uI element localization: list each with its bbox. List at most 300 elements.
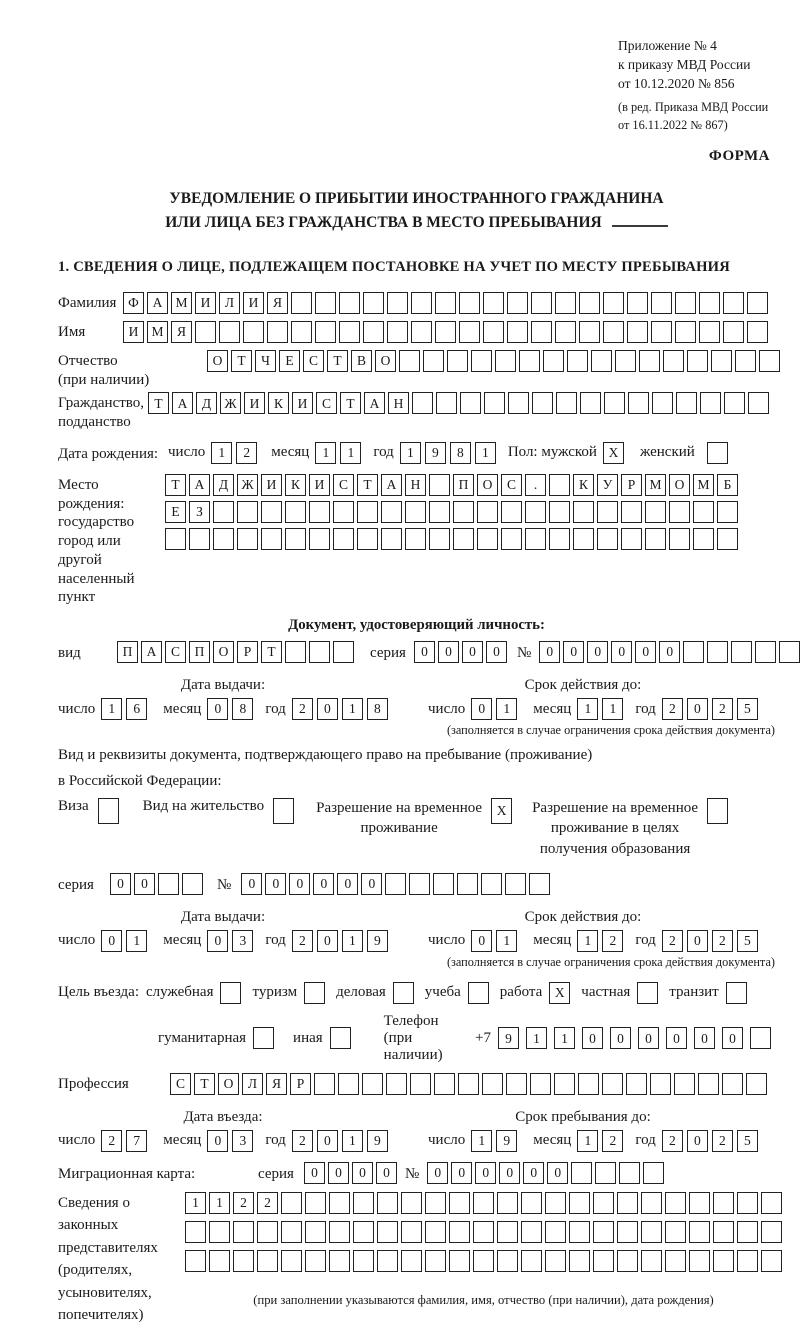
char-cell[interactable] [573, 528, 594, 550]
char-cell[interactable] [329, 1192, 350, 1214]
char-cell[interactable] [569, 1221, 590, 1243]
char-cell[interactable] [735, 350, 756, 372]
char-cell[interactable] [501, 501, 522, 523]
char-cell[interactable] [495, 350, 516, 372]
char-cell[interactable] [482, 1073, 503, 1095]
char-cell[interactable] [285, 641, 306, 663]
char-cell[interactable] [779, 641, 800, 663]
char-cell[interactable]: Б [717, 474, 738, 496]
char-cell[interactable] [497, 1192, 518, 1214]
char-cell[interactable] [545, 1192, 566, 1214]
char-cell[interactable]: 0 [687, 1130, 708, 1152]
char-cell[interactable]: 9 [425, 442, 446, 464]
char-cell[interactable] [483, 292, 504, 314]
char-cell[interactable] [639, 350, 660, 372]
char-cell[interactable] [353, 1250, 374, 1272]
char-cell[interactable]: 0 [722, 1027, 743, 1049]
char-cell[interactable]: И [195, 292, 216, 314]
char-cell[interactable]: 0 [666, 1027, 687, 1049]
char-cell[interactable]: 0 [207, 698, 228, 720]
char-cell[interactable]: 0 [539, 641, 560, 663]
char-cell[interactable] [597, 528, 618, 550]
char-cell[interactable]: 5 [737, 1130, 758, 1152]
char-cell[interactable]: 0 [313, 873, 334, 895]
char-cell[interactable] [357, 501, 378, 523]
char-cell[interactable] [645, 501, 666, 523]
char-cell[interactable]: 8 [232, 698, 253, 720]
char-cell[interactable] [626, 1073, 647, 1095]
char-cell[interactable] [737, 1221, 758, 1243]
char-cell[interactable] [580, 392, 601, 414]
char-cell[interactable] [711, 350, 732, 372]
char-cell[interactable] [571, 1162, 592, 1184]
char-cell[interactable] [591, 350, 612, 372]
char-cell[interactable] [409, 873, 430, 895]
char-cell[interactable] [429, 528, 450, 550]
char-cell[interactable]: 0 [337, 873, 358, 895]
char-cell[interactable]: 1 [315, 442, 336, 464]
char-cell[interactable] [459, 292, 480, 314]
char-cell[interactable]: 9 [498, 1027, 519, 1049]
char-cell[interactable] [257, 1250, 278, 1272]
char-cell[interactable]: 8 [367, 698, 388, 720]
char-cell[interactable]: 1 [471, 1130, 492, 1152]
char-cell[interactable] [573, 501, 594, 523]
char-cell[interactable] [645, 528, 666, 550]
char-cell[interactable] [519, 350, 540, 372]
char-cell[interactable] [434, 1073, 455, 1095]
char-cell[interactable] [723, 321, 744, 343]
char-cell[interactable]: 3 [232, 1130, 253, 1152]
char-cell[interactable]: 2 [662, 698, 683, 720]
char-cell[interactable] [713, 1250, 734, 1272]
char-cell[interactable]: С [165, 641, 186, 663]
char-cell[interactable]: 1 [602, 698, 623, 720]
char-cell[interactable] [713, 1192, 734, 1214]
char-cell[interactable]: 0 [110, 873, 131, 895]
char-cell[interactable]: А [381, 474, 402, 496]
char-cell[interactable] [473, 1250, 494, 1272]
char-cell[interactable]: 0 [451, 1162, 472, 1184]
char-cell[interactable]: Ч [255, 350, 276, 372]
char-cell[interactable] [525, 528, 546, 550]
char-cell[interactable]: 5 [737, 698, 758, 720]
sex-female-checkbox[interactable] [707, 442, 728, 464]
temp-residence-education-checkbox[interactable] [707, 798, 728, 824]
char-cell[interactable] [459, 321, 480, 343]
char-cell[interactable] [603, 321, 624, 343]
char-cell[interactable]: 0 [587, 641, 608, 663]
char-cell[interactable]: 0 [687, 930, 708, 952]
char-cell[interactable]: Т [165, 474, 186, 496]
char-cell[interactable] [158, 873, 179, 895]
char-cell[interactable]: П [117, 641, 138, 663]
char-cell[interactable]: О [213, 641, 234, 663]
char-cell[interactable] [449, 1250, 470, 1272]
char-cell[interactable] [722, 1073, 743, 1095]
char-cell[interactable]: М [693, 474, 714, 496]
char-cell[interactable]: 1 [400, 442, 421, 464]
char-cell[interactable]: 1 [496, 930, 517, 952]
char-cell[interactable]: Я [266, 1073, 287, 1095]
char-cell[interactable] [339, 292, 360, 314]
char-cell[interactable] [713, 1221, 734, 1243]
char-cell[interactable]: 0 [207, 930, 228, 952]
char-cell[interactable] [213, 528, 234, 550]
temp-residence-checkbox[interactable]: X [491, 798, 512, 824]
char-cell[interactable] [435, 292, 456, 314]
char-cell[interactable]: 1 [475, 442, 496, 464]
char-cell[interactable] [761, 1250, 782, 1272]
char-cell[interactable] [219, 321, 240, 343]
char-cell[interactable] [165, 528, 186, 550]
char-cell[interactable] [556, 392, 577, 414]
char-cell[interactable]: 1 [342, 930, 363, 952]
char-cell[interactable] [675, 292, 696, 314]
char-cell[interactable]: 7 [126, 1130, 147, 1152]
char-cell[interactable]: 1 [342, 698, 363, 720]
char-cell[interactable]: 1 [496, 698, 517, 720]
char-cell[interactable]: 2 [662, 1130, 683, 1152]
char-cell[interactable] [737, 1250, 758, 1272]
char-cell[interactable] [243, 321, 264, 343]
char-cell[interactable]: В [351, 350, 372, 372]
char-cell[interactable] [689, 1192, 710, 1214]
char-cell[interactable] [650, 1073, 671, 1095]
char-cell[interactable] [237, 528, 258, 550]
char-cell[interactable] [329, 1221, 350, 1243]
char-cell[interactable] [641, 1221, 662, 1243]
char-cell[interactable] [693, 501, 714, 523]
char-cell[interactable]: Д [213, 474, 234, 496]
char-cell[interactable]: 0 [317, 930, 338, 952]
char-cell[interactable]: О [207, 350, 228, 372]
char-cell[interactable] [676, 392, 697, 414]
char-cell[interactable]: 0 [438, 641, 459, 663]
char-cell[interactable] [305, 1250, 326, 1272]
purpose-business-checkbox[interactable] [393, 982, 414, 1004]
char-cell[interactable] [717, 501, 738, 523]
char-cell[interactable] [473, 1192, 494, 1214]
char-cell[interactable]: 0 [289, 873, 310, 895]
char-cell[interactable] [699, 292, 720, 314]
char-cell[interactable] [627, 321, 648, 343]
char-cell[interactable]: М [147, 321, 168, 343]
char-cell[interactable] [663, 350, 684, 372]
char-cell[interactable] [481, 873, 502, 895]
char-cell[interactable]: 0 [241, 873, 262, 895]
char-cell[interactable] [617, 1192, 638, 1214]
char-cell[interactable] [387, 321, 408, 343]
sex-male-checkbox[interactable]: X [603, 442, 624, 464]
purpose-transit-checkbox[interactable] [726, 982, 747, 1004]
char-cell[interactable] [377, 1221, 398, 1243]
char-cell[interactable] [333, 528, 354, 550]
char-cell[interactable]: 5 [737, 930, 758, 952]
char-cell[interactable]: С [170, 1073, 191, 1095]
char-cell[interactable]: 2 [236, 442, 257, 464]
char-cell[interactable] [401, 1192, 422, 1214]
purpose-work-checkbox[interactable]: X [549, 982, 570, 1004]
char-cell[interactable] [429, 501, 450, 523]
char-cell[interactable]: 0 [471, 930, 492, 952]
char-cell[interactable] [377, 1250, 398, 1272]
char-cell[interactable] [257, 1221, 278, 1243]
char-cell[interactable] [683, 641, 704, 663]
char-cell[interactable]: Т [261, 641, 282, 663]
char-cell[interactable] [285, 501, 306, 523]
char-cell[interactable] [717, 528, 738, 550]
char-cell[interactable]: 0 [265, 873, 286, 895]
char-cell[interactable]: 2 [712, 698, 733, 720]
char-cell[interactable] [387, 292, 408, 314]
char-cell[interactable]: Т [194, 1073, 215, 1095]
char-cell[interactable]: Я [267, 292, 288, 314]
char-cell[interactable] [412, 392, 433, 414]
char-cell[interactable]: 0 [563, 641, 584, 663]
char-cell[interactable] [545, 1250, 566, 1272]
char-cell[interactable] [353, 1192, 374, 1214]
char-cell[interactable]: З [189, 501, 210, 523]
char-cell[interactable]: О [669, 474, 690, 496]
char-cell[interactable]: Л [219, 292, 240, 314]
char-cell[interactable]: 0 [101, 930, 122, 952]
char-cell[interactable] [674, 1073, 695, 1095]
char-cell[interactable] [507, 321, 528, 343]
char-cell[interactable]: 1 [101, 698, 122, 720]
char-cell[interactable] [291, 292, 312, 314]
char-cell[interactable] [305, 1192, 326, 1214]
char-cell[interactable]: К [573, 474, 594, 496]
char-cell[interactable] [619, 1162, 640, 1184]
char-cell[interactable]: 0 [317, 1130, 338, 1152]
char-cell[interactable]: А [147, 292, 168, 314]
char-cell[interactable] [687, 350, 708, 372]
char-cell[interactable] [333, 641, 354, 663]
char-cell[interactable] [755, 641, 776, 663]
char-cell[interactable] [425, 1250, 446, 1272]
char-cell[interactable] [747, 292, 768, 314]
char-cell[interactable] [483, 321, 504, 343]
char-cell[interactable]: Е [165, 501, 186, 523]
char-cell[interactable] [652, 392, 673, 414]
char-cell[interactable]: А [172, 392, 193, 414]
visa-checkbox[interactable] [98, 798, 119, 824]
char-cell[interactable] [185, 1221, 206, 1243]
char-cell[interactable] [185, 1250, 206, 1272]
char-cell[interactable] [363, 292, 384, 314]
char-cell[interactable]: 0 [207, 1130, 228, 1152]
char-cell[interactable]: 3 [232, 930, 253, 952]
char-cell[interactable] [531, 321, 552, 343]
char-cell[interactable]: 0 [352, 1162, 373, 1184]
char-cell[interactable]: Р [290, 1073, 311, 1095]
char-cell[interactable] [761, 1221, 782, 1243]
char-cell[interactable] [602, 1073, 623, 1095]
char-cell[interactable]: 0 [499, 1162, 520, 1184]
char-cell[interactable]: И [309, 474, 330, 496]
char-cell[interactable] [209, 1250, 230, 1272]
char-cell[interactable] [237, 501, 258, 523]
char-cell[interactable]: 1 [209, 1192, 230, 1214]
char-cell[interactable]: 1 [526, 1027, 547, 1049]
char-cell[interactable] [651, 321, 672, 343]
char-cell[interactable]: Л [242, 1073, 263, 1095]
char-cell[interactable] [621, 501, 642, 523]
char-cell[interactable] [305, 1221, 326, 1243]
char-cell[interactable]: 0 [134, 873, 155, 895]
char-cell[interactable] [698, 1073, 719, 1095]
char-cell[interactable] [425, 1221, 446, 1243]
char-cell[interactable] [761, 1192, 782, 1214]
char-cell[interactable]: Ж [220, 392, 241, 414]
char-cell[interactable]: О [375, 350, 396, 372]
char-cell[interactable] [473, 1221, 494, 1243]
char-cell[interactable] [641, 1250, 662, 1272]
char-cell[interactable] [381, 528, 402, 550]
char-cell[interactable]: 8 [450, 442, 471, 464]
purpose-other-checkbox[interactable] [330, 1027, 351, 1049]
char-cell[interactable] [531, 292, 552, 314]
char-cell[interactable] [182, 873, 203, 895]
char-cell[interactable]: 1 [340, 442, 361, 464]
char-cell[interactable] [579, 321, 600, 343]
char-cell[interactable] [521, 1221, 542, 1243]
char-cell[interactable] [506, 1073, 527, 1095]
char-cell[interactable]: 0 [376, 1162, 397, 1184]
char-cell[interactable] [699, 321, 720, 343]
char-cell[interactable]: Н [405, 474, 426, 496]
char-cell[interactable] [353, 1221, 374, 1243]
char-cell[interactable]: 6 [126, 698, 147, 720]
char-cell[interactable] [315, 321, 336, 343]
char-cell[interactable] [746, 1073, 767, 1095]
char-cell[interactable] [508, 392, 529, 414]
char-cell[interactable] [759, 350, 780, 372]
char-cell[interactable] [529, 873, 550, 895]
char-cell[interactable]: Р [237, 641, 258, 663]
char-cell[interactable] [665, 1192, 686, 1214]
char-cell[interactable] [567, 350, 588, 372]
char-cell[interactable] [675, 321, 696, 343]
char-cell[interactable] [617, 1221, 638, 1243]
char-cell[interactable]: 9 [367, 930, 388, 952]
char-cell[interactable]: Я [171, 321, 192, 343]
char-cell[interactable] [497, 1250, 518, 1272]
char-cell[interactable] [362, 1073, 383, 1095]
char-cell[interactable]: Е [279, 350, 300, 372]
char-cell[interactable] [477, 528, 498, 550]
char-cell[interactable] [309, 528, 330, 550]
char-cell[interactable] [569, 1192, 590, 1214]
char-cell[interactable]: Т [231, 350, 252, 372]
char-cell[interactable]: 0 [687, 698, 708, 720]
char-cell[interactable] [453, 501, 474, 523]
char-cell[interactable]: 1 [577, 1130, 598, 1152]
char-cell[interactable]: 0 [471, 698, 492, 720]
char-cell[interactable]: Т [357, 474, 378, 496]
char-cell[interactable] [285, 528, 306, 550]
char-cell[interactable]: 0 [361, 873, 382, 895]
char-cell[interactable]: 1 [577, 930, 598, 952]
char-cell[interactable]: 0 [328, 1162, 349, 1184]
char-cell[interactable] [700, 392, 721, 414]
char-cell[interactable] [471, 350, 492, 372]
char-cell[interactable] [233, 1221, 254, 1243]
char-cell[interactable]: 2 [602, 1130, 623, 1152]
residence-permit-checkbox[interactable] [273, 798, 294, 824]
char-cell[interactable] [530, 1073, 551, 1095]
char-cell[interactable]: 9 [496, 1130, 517, 1152]
char-cell[interactable]: 1 [342, 1130, 363, 1152]
char-cell[interactable] [433, 873, 454, 895]
purpose-private-checkbox[interactable] [637, 982, 658, 1004]
char-cell[interactable] [569, 1250, 590, 1272]
char-cell[interactable] [628, 392, 649, 414]
char-cell[interactable] [505, 873, 526, 895]
char-cell[interactable]: 0 [610, 1027, 631, 1049]
char-cell[interactable]: 0 [523, 1162, 544, 1184]
char-cell[interactable]: И [292, 392, 313, 414]
char-cell[interactable] [309, 641, 330, 663]
char-cell[interactable] [399, 350, 420, 372]
char-cell[interactable] [381, 501, 402, 523]
char-cell[interactable]: Д [196, 392, 217, 414]
char-cell[interactable] [723, 292, 744, 314]
char-cell[interactable] [617, 1250, 638, 1272]
char-cell[interactable] [549, 501, 570, 523]
char-cell[interactable] [579, 292, 600, 314]
char-cell[interactable] [669, 528, 690, 550]
char-cell[interactable] [731, 641, 752, 663]
char-cell[interactable]: П [189, 641, 210, 663]
char-cell[interactable]: 0 [304, 1162, 325, 1184]
char-cell[interactable] [521, 1192, 542, 1214]
char-cell[interactable] [315, 292, 336, 314]
char-cell[interactable] [449, 1192, 470, 1214]
char-cell[interactable] [423, 350, 444, 372]
char-cell[interactable] [411, 321, 432, 343]
char-cell[interactable]: 0 [635, 641, 656, 663]
char-cell[interactable] [555, 292, 576, 314]
char-cell[interactable] [405, 501, 426, 523]
char-cell[interactable]: 1 [554, 1027, 575, 1049]
char-cell[interactable] [425, 1192, 446, 1214]
purpose-tourism-checkbox[interactable] [304, 982, 325, 1004]
char-cell[interactable]: 0 [694, 1027, 715, 1049]
char-cell[interactable] [447, 350, 468, 372]
char-cell[interactable]: К [268, 392, 289, 414]
char-cell[interactable] [549, 528, 570, 550]
char-cell[interactable] [405, 528, 426, 550]
char-cell[interactable] [750, 1027, 771, 1049]
char-cell[interactable]: Р [621, 474, 642, 496]
char-cell[interactable] [314, 1073, 335, 1095]
char-cell[interactable]: С [303, 350, 324, 372]
char-cell[interactable]: С [501, 474, 522, 496]
char-cell[interactable] [543, 350, 564, 372]
char-cell[interactable]: 1 [185, 1192, 206, 1214]
char-cell[interactable] [621, 528, 642, 550]
char-cell[interactable]: М [645, 474, 666, 496]
char-cell[interactable] [593, 1221, 614, 1243]
char-cell[interactable]: Т [340, 392, 361, 414]
char-cell[interactable]: 0 [611, 641, 632, 663]
char-cell[interactable] [281, 1192, 302, 1214]
char-cell[interactable]: А [189, 474, 210, 496]
char-cell[interactable] [363, 321, 384, 343]
char-cell[interactable]: . [525, 474, 546, 496]
